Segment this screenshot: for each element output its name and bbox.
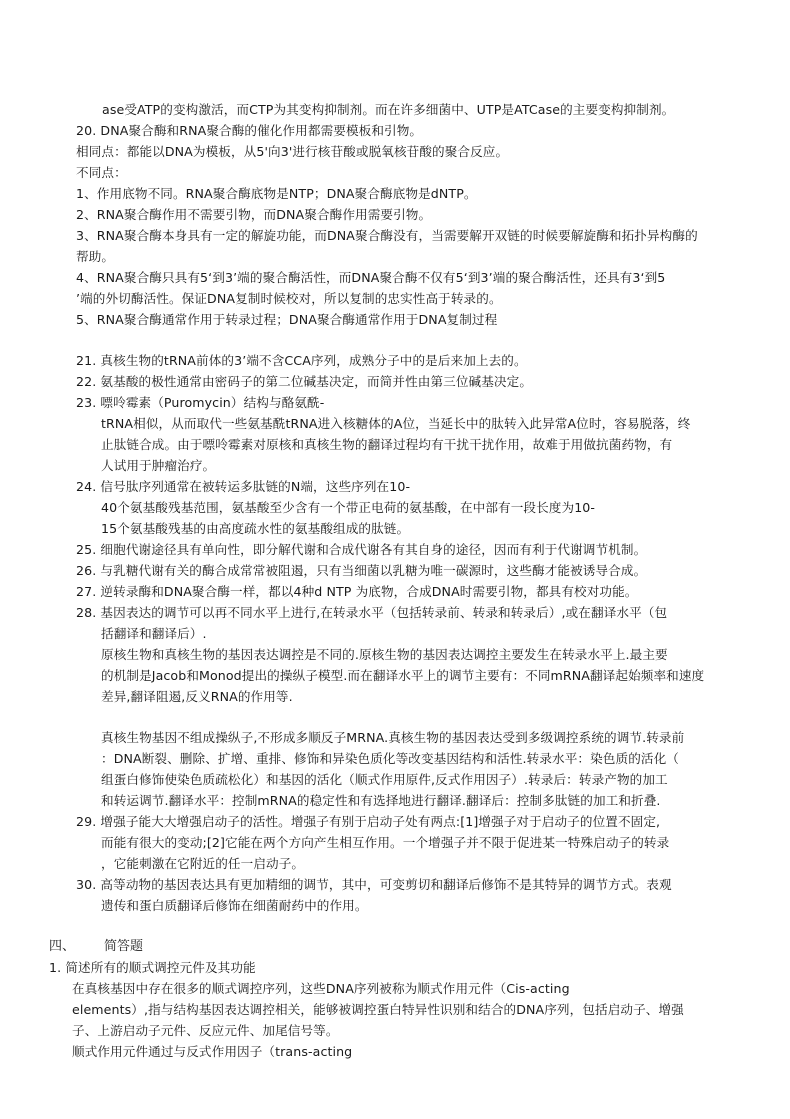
item-line: 差异,翻译阻遏,反义RNA的作用等.: [101, 689, 293, 704]
q20-diff-line: 5、RNA聚合酶通常作用于转录过程；DNA聚合酶通常作用于DNA复制过程: [76, 312, 498, 327]
item-line: 25. 细胞代谢途径具有单向性，即分解代谢和合成代谢各有其自身的途径，因而有利于代谢调节机制。: [76, 542, 647, 557]
item-line: 止肽链合成。由于嘌呤霉素对原核和真核生物的翻译过程均有干扰干扰作用，故难于用做抗菌药物，有: [101, 437, 673, 452]
item-line: 组蛋白修饰使染色质疏松化）和基因的活化（顺式作用原件,反式作用因子）.转录后：转录产物的加工: [101, 772, 668, 787]
item-line: 23. 嘌呤霉素（Puromycin）结构与酪氨酰-: [76, 395, 325, 410]
item-line: 24. 信号肽序列通常在被转运多肽链的N端，这些序列在10-: [76, 479, 411, 494]
q1-line: elements）,指与结构基因表达调控相关，能够被调控蛋白特异性识别和结合的DNA序列，包括启动子、增强: [72, 1002, 684, 1017]
item-line: 原核生物和真核生物的基因表达调控是不同的.原核生物的基因表达调控主要发生在转录水平上.最主要: [101, 647, 668, 662]
q20-diff-line: 4、RNA聚合酶只具有5‘到3’端的聚合酶活性，而DNA聚合酶不仅有5‘到3’端的聚合酶活性，还具有3‘到5: [76, 270, 666, 285]
item-line: 而能有很大的变动;[2]它能在两个方向产生相互作用。一个增强子并不限于促进某一特殊启动子的转录: [101, 835, 670, 850]
item-line: 人试用于肿瘤治疗。: [101, 458, 216, 473]
item-line: 和转运调节.翻译水平：控制mRNA的稳定性和有选择地进行翻译.翻译后：控制多肽链的加工和折叠.: [101, 793, 661, 808]
item-line: 28. 基因表达的调节可以再不同水平上进行,在转录水平（包括转录前、转录和转录后）,或在翻译水平（包: [76, 605, 668, 620]
item-line: ，它能刺激在它附近的任一启动子。: [101, 856, 305, 871]
item-line: ：DNA断裂、删除、扩增、重排、修饰和异染色质化等改变基因结构和活性.转录水平：染色质的活化（: [101, 751, 679, 766]
item-line: tRNA相似，从而取代一些氨基酰tRNA进入核糖体的A位，当延长中的肽转入此异常A位时，容易脱落，终: [101, 416, 691, 431]
section-title: 简答题: [104, 939, 144, 954]
q20-diff-line: ’端的外切酶活性。保证DNA复制时候校对，所以复制的忠实性高于转录的。: [76, 291, 502, 306]
q1-title: 1. 简述所有的顺式调控元件及其功能: [49, 960, 256, 975]
item-line: 26. 与乳糖代谢有关的酶合成常常被阻遏，只有当细菌以乳糖为唯一碳源时，这些酶才能被诱导合成。: [76, 563, 647, 578]
intro-line: ase受ATP的变构激活，而CTP为其变构抑制剂。而在许多细菌中、UTP是ATCase的主要变构抑制剂。: [102, 102, 675, 117]
item-line: 真核生物基因不组成操纵子,不形成多顺反子MRNA.真核生物的基因表达受到多级调控系统的调节.转录前: [101, 730, 685, 745]
item-line: 括翻译和翻译后）.: [101, 626, 207, 641]
q20-diff-line: 1、作用底物不同。RNA聚合酶底物是NTP；DNA聚合酶底物是dNTP。: [76, 186, 477, 201]
q20-same-point: 相同点：都能以DNA为模板，从5'向3'进行核苷酸或脱氧核苷酸的聚合反应。: [76, 144, 509, 159]
q20-diff-line: 3、RNA聚合酶本身具有一定的解旋功能，而DNA聚合酶没有，当需要解开双链的时候要解旋酶和拓扑异构酶的: [76, 228, 698, 243]
q20-title: 20. DNA聚合酶和RNA聚合酶的催化作用都需要模板和引物。: [76, 123, 423, 138]
q1-line: 顺式作用元件通过与反式作用因子（trans-acting: [72, 1044, 353, 1059]
item-line: 29. 增强子能大大增强启动子的活性。增强子有别于启动子处有两点:[1]增强子对于启动子的位置不固定,: [76, 814, 661, 829]
q20-diff-heading: 不同点：: [76, 165, 127, 180]
q20-diff-line: 2、RNA聚合酶作用不需要引物，而DNA聚合酶作用需要引物。: [76, 207, 432, 222]
item-line: 40个氨基酸残基范围，氨基酸至少含有一个带正电荷的氨基酸，在中部有一段长度为10-: [101, 500, 596, 515]
q20-diff-line: 帮助。: [76, 249, 115, 264]
item-line: 21. 真核生物的tRNA前体的3’端不含CCA序列，成熟分子中的是后来加上去的。: [76, 353, 527, 368]
section-number: 四、: [49, 939, 76, 954]
q1-line: 子、上游启动子元件、反应元件、加尾信号等。: [72, 1023, 339, 1038]
section-heading: [49, 937, 143, 957]
item-line: 15个氨基酸残基的由高度疏水性的氨基酸组成的肽链。: [101, 521, 410, 536]
item-line: 遗传和蛋白质翻译后修饰在细菌耐药中的作用。: [101, 898, 368, 913]
item-line: 27. 逆转录酶和DNA聚合酶一样，都以4种d NTP 为底物，合成DNA时需要引物，都具有校对功能。: [76, 584, 638, 599]
item-line: 30. 高等动物的基因表达具有更加精细的调节，其中，可变剪切和翻译后修饰不是其特异的调节方式。表观: [76, 877, 672, 892]
item-line: 22. 氨基酸的极性通常由密码子的第二位碱基决定，而简并性由第三位碱基决定。: [76, 374, 533, 389]
q1-line: 在真核基因中存在很多的顺式调控序列，这些DNA序列被称为顺式作用元件（Cis-acting: [72, 981, 570, 996]
item-line: 的机制是Jacob和Monod提出的操纵子模型.而在翻译水平上的调节主要有：不同mRNA翻译起始频率和速度: [101, 668, 705, 683]
